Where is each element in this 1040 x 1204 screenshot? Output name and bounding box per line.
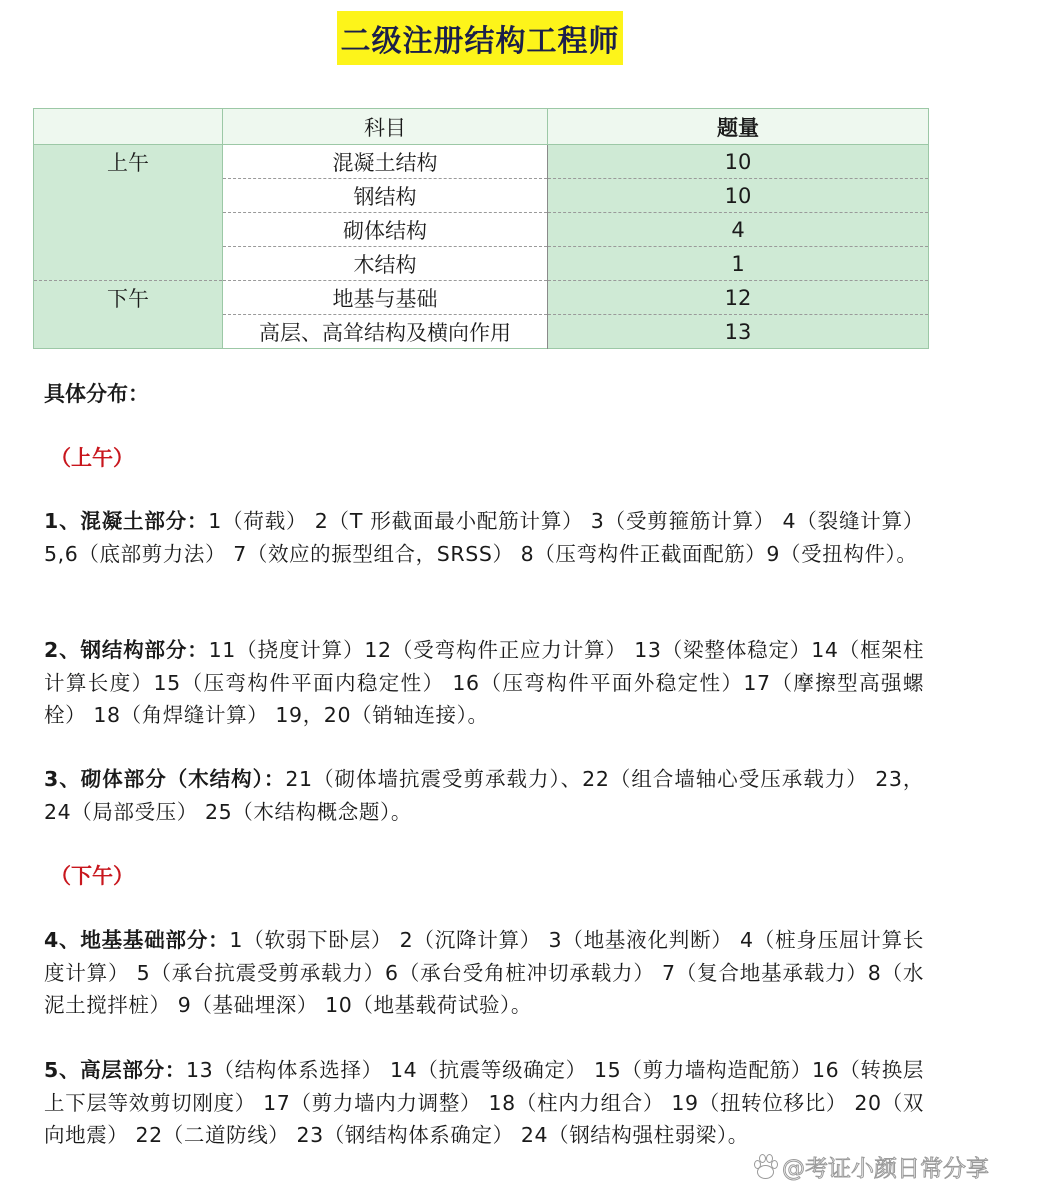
section-highrise — [44, 1054, 924, 1152]
morning-label: （上午） — [50, 446, 134, 470]
section-text: 11（挠度计算）12（受弯构件正应力计算） 13（梁整体稳定）14（框架柱计算长度）15（压弯构件平面内稳定性） 16（压弯构件平面外稳定性）17（摩擦型高强螺栓） 18（角焊缝计算） 19，20（销轴连接）。 — [44, 638, 924, 727]
subject-cell: 高层、高耸结构及横向作用 — [223, 315, 548, 349]
section-lead: 1、混凝土部分： — [44, 509, 209, 533]
section-text: 21（砌体墙抗震受剪承载力）、22（组合墙轴心受压承载力） 23，24（局部受压） 25（木结构概念题）。 — [44, 767, 924, 824]
header-session — [34, 109, 223, 145]
section-lead: 3、砌体部分（木结构）： — [44, 767, 286, 791]
watermark — [752, 1150, 989, 1183]
section-masonry — [44, 763, 924, 828]
session-morning: 上午 — [34, 145, 223, 281]
exam-subject-table — [33, 108, 929, 349]
header-count: 题量 — [548, 109, 929, 145]
table-row — [34, 281, 929, 315]
section-lead: 2、钢结构部分： — [44, 638, 209, 662]
section-text: 13（结构体系选择） 14（抗震等级确定） 15（剪力墙构造配筋）16（转换层上下层等效剪切刚度） 17（剪力墙内力调整） 18（柱内力组合） 19（扭转位移比） 20（双向地震） 22（二道防线） 23（钢结构体系确定） 24（钢结构强柱弱梁）。 — [44, 1058, 924, 1147]
afternoon-label: （下午） — [50, 864, 134, 888]
table-row — [34, 145, 929, 179]
distribution-heading: 具体分布： — [44, 382, 149, 406]
title-banner — [337, 11, 623, 65]
count-cell: 12 — [548, 281, 929, 315]
session-afternoon: 下午 — [34, 281, 223, 349]
subject-cell: 地基与基础 — [223, 281, 548, 315]
subject-cell: 钢结构 — [223, 179, 548, 213]
count-cell: 10 — [548, 179, 929, 213]
section-lead: 4、地基基础部分： — [44, 928, 230, 952]
header-subject: 科目 — [223, 109, 548, 145]
baidu-paw-icon — [752, 1154, 778, 1180]
subject-cell: 混凝土结构 — [223, 145, 548, 179]
watermark-text: @考证小颜日常分享 — [782, 1156, 989, 1182]
section-lead: 5、高层部分： — [44, 1058, 187, 1082]
subject-cell: 砌体结构 — [223, 213, 548, 247]
section-concrete — [44, 505, 924, 570]
table-header-row — [34, 109, 929, 145]
section-foundation — [44, 924, 924, 1022]
section-text: 1（软弱下卧层） 2（沉降计算） 3（地基液化判断） 4（桩身压屈计算长度计算） 5（承台抗震受剪承载力）6（承台受角桩冲切承载力） 7（复合地基承载力）8（水泥土搅拌桩） 9（基础埋深） 10（地基载荷试验）。 — [44, 928, 924, 1017]
page-title: 二级注册结构工程师 — [340, 24, 620, 59]
section-text: 1（荷载） 2（T 形截面最小配筋计算） 3（受剪箍筋计算） 4（裂缝计算） 5,6（底部剪力法） 7（效应的振型组合，SRSS） 8（压弯构件正截面配筋）9（受扭构件）。 — [44, 509, 924, 566]
count-cell: 10 — [548, 145, 929, 179]
count-cell: 1 — [548, 247, 929, 281]
section-steel — [44, 634, 924, 732]
subject-cell: 木结构 — [223, 247, 548, 281]
count-cell: 13 — [548, 315, 929, 349]
count-cell: 4 — [548, 213, 929, 247]
